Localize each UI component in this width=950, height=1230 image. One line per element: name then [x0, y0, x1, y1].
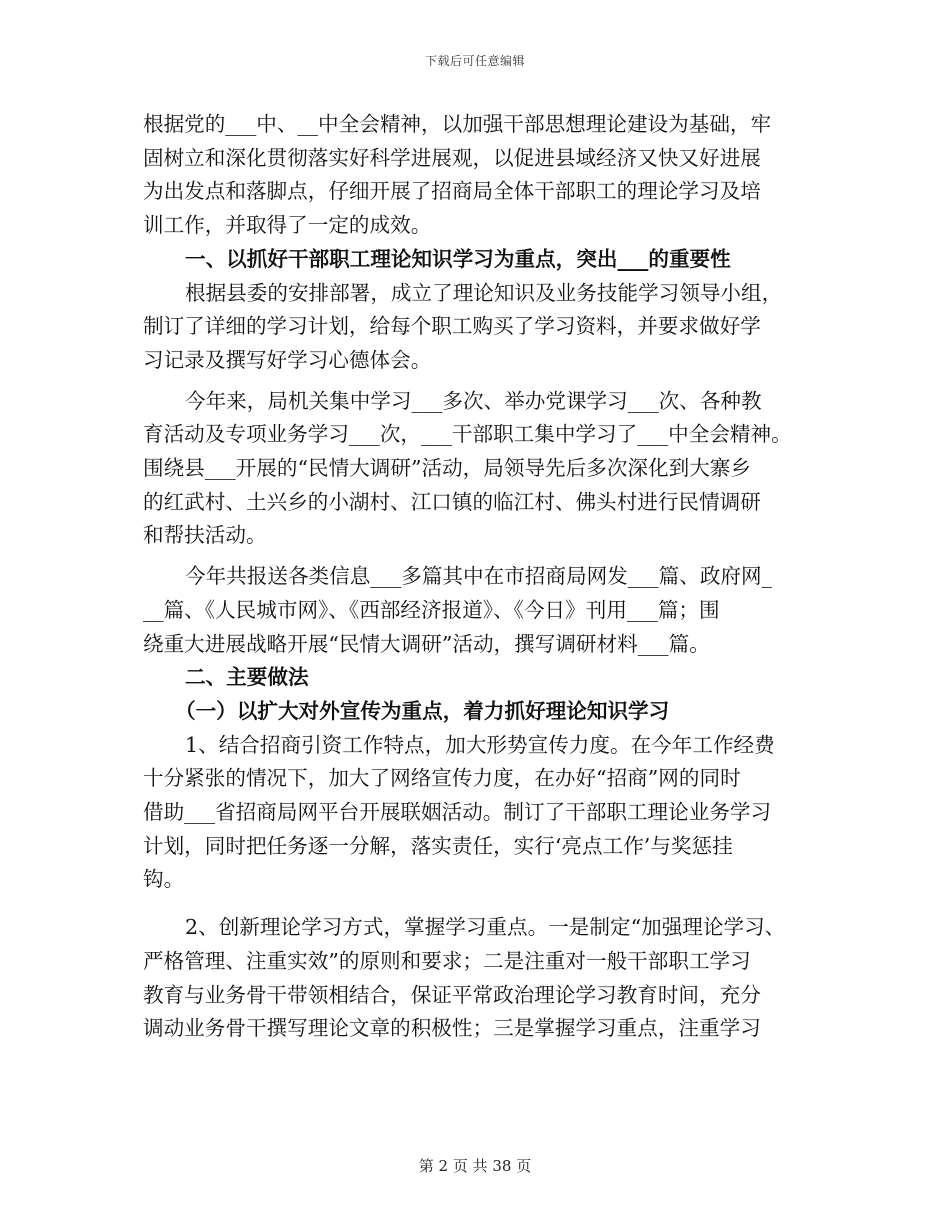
text-line: 2、创新理论学习方式，掌握学习重点。一是制定“加强理论学习、	[185, 915, 786, 940]
text-line: 围绕县___开展的“民情大调研”活动，局领导先后多次深化到大寨乡	[143, 456, 751, 481]
text-line: 今年共报送各类信息___多篇其中在市招商局网发___篇、政府网_	[185, 564, 772, 589]
text-line: __篇、《人民城市网》、《西部经济报道》、《今日》刊用___篇；围	[143, 597, 720, 622]
section-heading-1: 一、以抓好干部职工理论知识学习为重点，突出___的重要性	[185, 246, 731, 271]
text-line: 习记录及撰写好学习心德体会。	[143, 347, 432, 372]
text-line: 绕重大进展战略开展“民情大调研”活动，撰写调研材料___篇。	[143, 631, 710, 656]
text-line: 固树立和深化贯彻落实好科学进展观，以促进县域经济又快又好进展	[143, 145, 761, 170]
text-line: 严格管理、注重实效”的原则和要求；二是注重对一般干部职工学习	[143, 948, 751, 973]
text-line: 训工作，并取得了一定的成效。	[143, 213, 432, 238]
section-heading-2: 二、主要做法	[185, 665, 309, 690]
text-line: 借助___省招商局网平台开展联姻活动。制订了干部职工理论业务学习	[143, 800, 772, 825]
text-line: 育活动及专项业务学习___次，___干部职工集中学习了___中全会精神。	[143, 422, 792, 447]
page-footer: 第 2 页 共 38 页	[418, 1157, 532, 1175]
text-line: 制订了详细的学习计划，给每个职工购买了学习资料，并要求做好学	[143, 314, 761, 339]
subsection-heading-1: （一）以扩大对外宣传为重点，着力抓好理论知识学习	[175, 698, 670, 723]
paragraph-1	[143, 277, 808, 378]
page-header: 下载后可任意编辑	[424, 54, 525, 68]
text-line: 钩。	[143, 867, 185, 892]
intro-paragraph	[143, 108, 808, 243]
text-line: 为出发点和落脚点，仔细开展了招商局全体干部职工的理论学习及培	[143, 179, 761, 204]
paragraph-3	[143, 560, 808, 661]
text-line: 教育与业务骨干带领相结合，保证平常政治理论学习教育时间，充分	[143, 982, 761, 1007]
text-line: 今年来，局机关集中学习___多次、举办党课学习___次、各种教	[185, 388, 762, 413]
text-line: 和帮扶活动。	[143, 523, 267, 548]
text-line: 根据县委的安排部署，成立了理论知识及业务技能学习领导小组，	[185, 280, 783, 305]
text-line: 调动业务骨干撰写理论文章的积极性；三是掌握学习重点，注重学习	[143, 1016, 761, 1041]
paragraph-5	[143, 911, 808, 1046]
paragraph-2	[143, 385, 808, 554]
text-line: 的红武村、土兴乡的小湖村、江口镇的临江村、佛头村进行民情调研	[143, 489, 761, 514]
document-body	[143, 108, 808, 1046]
text-line: 根据党的___中、__中全会精神，以加强干部思想理论建设为基础，牢	[143, 112, 772, 136]
text-line: 1、结合招商引资工作特点，加大形势宣传力度。在今年工作经费	[185, 732, 775, 757]
text-line: 十分紧张的情况下，加大了网络宣传力度，在办好“招商”网的同时	[143, 766, 741, 791]
text-line: 计划，同时把任务逐一分解，落实责任，实行‘亮点工作’与奖惩挂	[143, 833, 733, 858]
paragraph-4	[143, 729, 808, 898]
